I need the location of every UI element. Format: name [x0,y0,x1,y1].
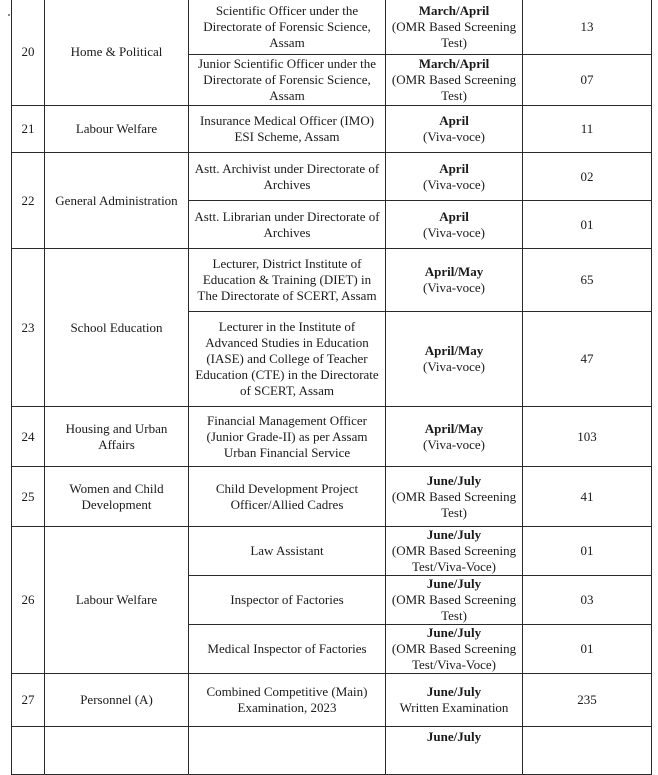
exam-mode: (OMR Based Screening Test) [391,72,517,103]
exam-month-cell [386,727,523,775]
exam-month: June/July [426,472,482,488]
exam-month-cell [386,106,523,153]
exam-month-cell [386,153,523,201]
serial-number-cell: 21 [12,106,45,153]
post-cell [189,727,386,775]
exam-month-cell [386,0,523,55]
exam-month-cell [386,312,523,407]
exam-month: April [439,160,469,176]
exam-month: April/May [424,420,484,436]
exam-month: June/July [426,684,482,699]
exam-mode: (OMR Based Screening Test/Viva-Voce) [391,543,517,574]
department-cell: Home & Political [45,0,189,106]
exam-month: April [439,113,469,128]
serial-number-cell: 24 [12,407,45,467]
table-row [12,106,652,153]
exam-month-cell [386,55,523,106]
vacancy-cell: 41 [523,467,652,527]
exam-month: March/April [418,2,490,18]
vacancy-cell: 235 [523,674,652,727]
exam-month: April/May [424,343,484,358]
table-row [12,407,652,467]
exam-month-cell [386,576,523,625]
post-cell: Law Assistant [189,527,386,576]
serial-number-cell: 25 [12,467,45,527]
exam-month: June/July [426,729,482,744]
vacancy-cell: 103 [523,407,652,467]
post-cell: Lecturer, District Institute of Education & Training (DIET) in The Directorate of SCERT, Assam [189,249,386,312]
vacancy-cell: 03 [523,576,652,625]
post-cell: Astt. Archivist under Directorate of Archives [189,153,386,201]
exam-month-cell [386,249,523,312]
post-cell: Medical Inspector of Factories [189,625,386,674]
post-cell: Financial Management Officer (Junior Grade-II) as per Assam Urban Financial Service [189,407,386,467]
post-cell: Astt. Librarian under Directorate of Archives [189,201,386,249]
exam-mode: (OMR Based Screening Test/Viva-Voce) [391,641,517,672]
department-cell: General Administration [45,153,189,249]
post-cell: Combined Competitive (Main) Examination, 2023 [189,674,386,727]
serial-number-cell: 23 [12,249,45,407]
vacancy-cell: 07 [523,55,652,106]
exam-month-cell [386,527,523,576]
post-cell: Insurance Medical Officer (IMO) ESI Scheme, Assam [189,106,386,153]
post-cell: Lecturer in the Institute of Advanced Studies in Education (IASE) and College of Teacher Education (CTE) in the Directorate of SCERT, Assam [189,312,386,407]
table-row [12,467,652,527]
table-row [12,153,652,201]
exam-mode: (Viva-voce) [422,436,486,452]
vacancy-cell: 13 [523,0,652,55]
exam-month-cell [386,625,523,674]
department-cell: Personnel (A) [45,674,189,727]
table-row [12,527,652,576]
post-cell: Junior Scientific Officer under the Directorate of Forensic Science, Assam [189,55,386,106]
exam-month: April/May [424,264,484,279]
exam-month: March/April [418,56,490,71]
department-cell [45,727,189,775]
vacancy-cell: 01 [523,625,652,674]
exam-mode: (Viva-voce) [422,224,486,240]
exam-mode: Written Examination [399,700,509,715]
exam-month-cell [386,201,523,249]
serial-number-cell [12,727,45,775]
recruitment-schedule-table [11,0,652,775]
exam-mode: (Viva-voce) [422,129,486,144]
scan-speck [8,14,10,16]
exam-month-cell [386,467,523,527]
vacancy-cell: 01 [523,527,652,576]
department-cell: Labour Welfare [45,527,189,674]
exam-mode: (OMR Based Screening Test) [391,18,517,50]
table-row [12,249,652,312]
vacancy-cell: 02 [523,153,652,201]
vacancy-cell [523,727,652,775]
exam-mode: (Viva-voce) [422,280,486,295]
exam-month: June/July [426,625,482,640]
exam-month-cell [386,407,523,467]
exam-month: April [439,208,469,224]
serial-number-cell: 27 [12,674,45,727]
serial-number-cell: 20 [12,0,45,106]
exam-month-cell [386,674,523,727]
department-cell: Housing and Urban Affairs [45,407,189,467]
table-row [12,0,652,55]
exam-mode: (OMR Based Screening Test) [391,488,517,520]
department-cell: School Education [45,249,189,407]
vacancy-cell: 11 [523,106,652,153]
vacancy-cell: 01 [523,201,652,249]
department-cell: Women and Child Development [45,467,189,527]
exam-mode: (Viva-voce) [422,176,486,192]
exam-mode: (OMR Based Screening Test) [391,592,517,623]
serial-number-cell: 26 [12,527,45,674]
post-cell: Inspector of Factories [189,576,386,625]
serial-number-cell: 22 [12,153,45,249]
vacancy-cell: 65 [523,249,652,312]
exam-month: June/July [426,576,482,591]
table-row [12,674,652,727]
post-cell: Child Development Project Officer/Allied Cadres [189,467,386,527]
department-cell: Labour Welfare [45,106,189,153]
post-cell: Scientific Officer under the Directorate of Forensic Science, Assam [189,0,386,55]
vacancy-cell: 47 [523,312,652,407]
exam-mode: (Viva-voce) [422,359,486,374]
table-row [12,727,652,775]
exam-month: June/July [426,527,482,542]
